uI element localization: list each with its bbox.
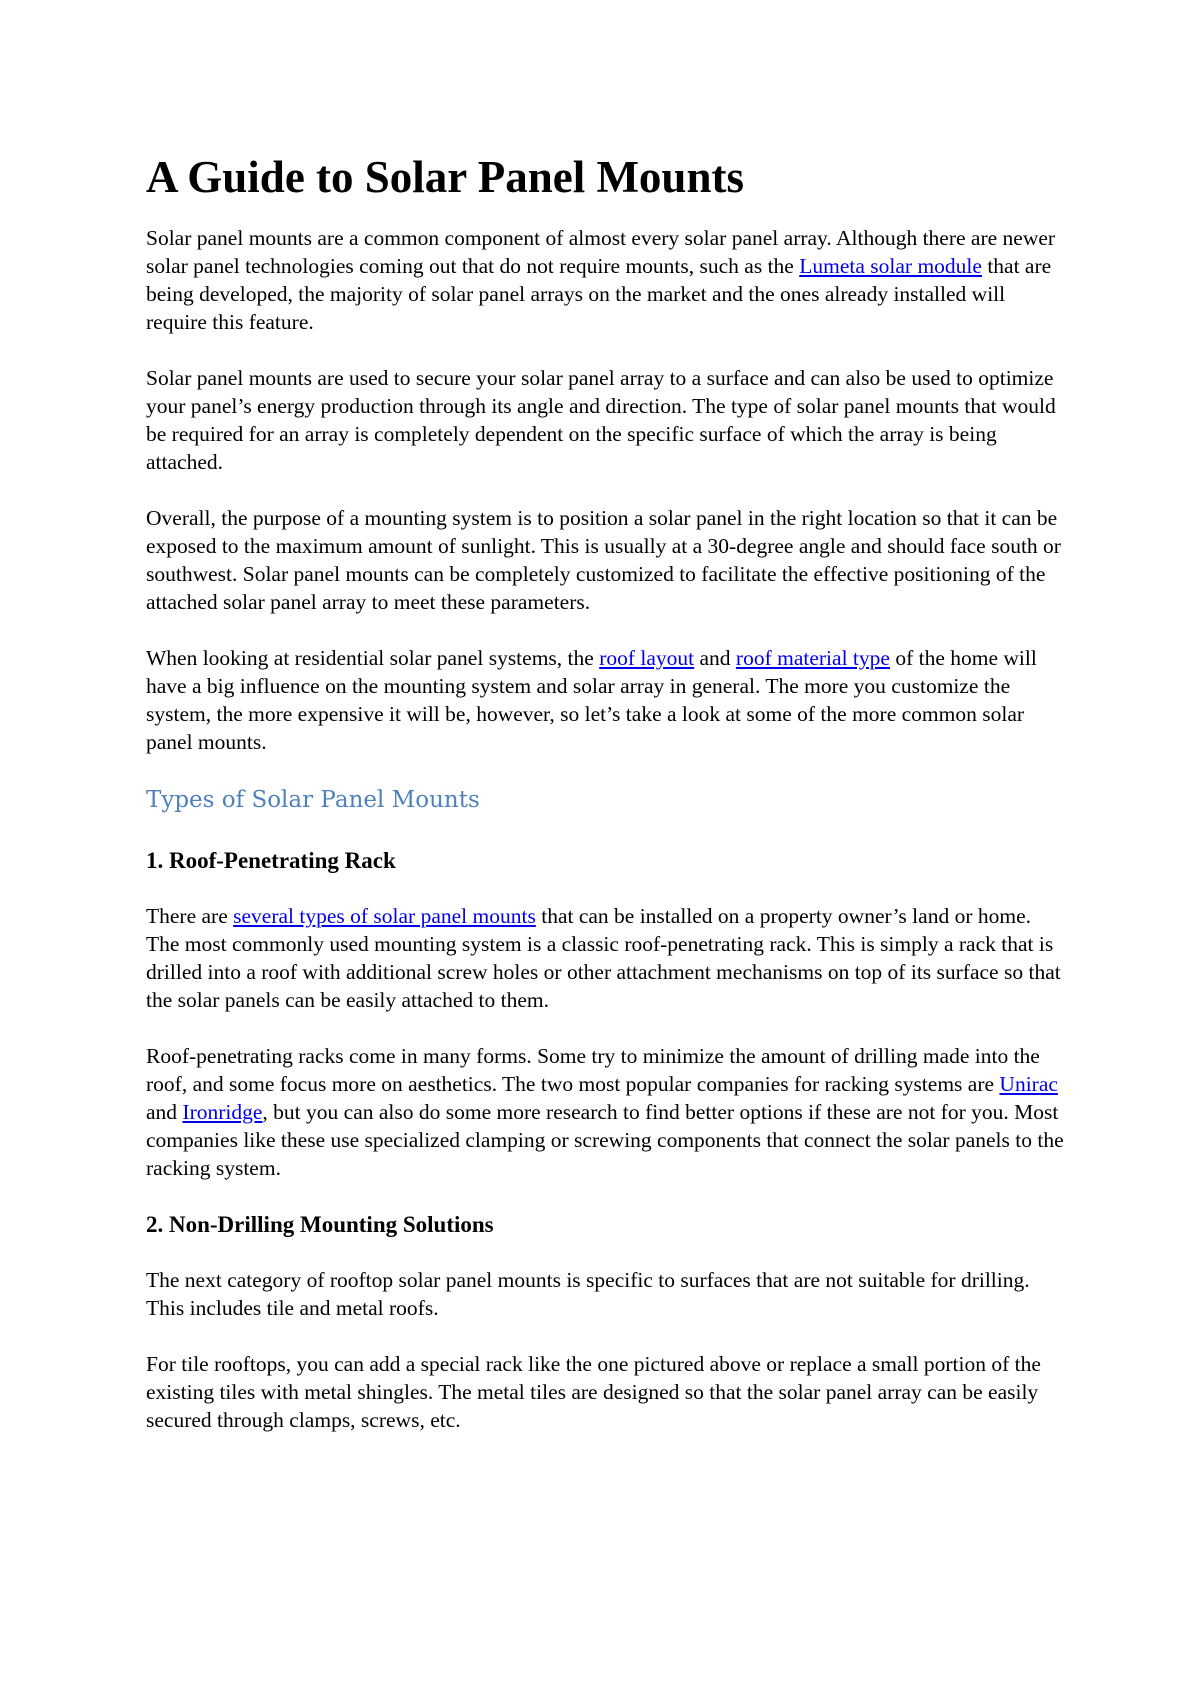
paragraph-text: and [694, 646, 736, 670]
paragraph-text: of the home will have a big influence on the mounting system and solar array in general. The more you customize the system, the more expensive it will be, however, so let’s take a look at some of the more common solar panel mounts. [146, 646, 1037, 754]
document-title: A Guide to Solar Panel Mounts [146, 152, 744, 202]
paragraph-purpose: Solar panel mounts are used to secure your solar panel array to a surface and can also be used to optimize your panel’s energy production through its angle and direction. The type of solar panel mounts that would be required for an array is completely dependent on the specific surface of which the array is being attached. [146, 366, 1056, 474]
document-page [146, 150, 1066, 1462]
subheading-non-drilling-solutions: 2. Non-Drilling Mounting Solutions [146, 1212, 494, 1237]
paragraph-text: , but you can also do some more research to find better options if these are not for you. Most companies like these use specialized clamping or screwing components that connect the solar panels to the racking system. [146, 1100, 1064, 1180]
paragraph-non-drilling: The next category of rooftop solar panel mounts is specific to surfaces that are not suitable for drilling. This includes tile and metal roofs. [146, 1268, 1030, 1320]
paragraph-text: Roof-penetrating racks come in many forms. Some try to minimize the amount of drilling made into the roof, and some focus more on aesthetics. The two most popular companies for racking systems are [146, 1044, 1040, 1096]
subheading-roof-penetrating-rack: 1. Roof-Penetrating Rack [146, 848, 396, 873]
link-ironridge[interactable]: Ironridge [182, 1100, 263, 1124]
paragraph-positioning: Overall, the purpose of a mounting system is to position a solar panel in the right location so that it can be exposed to the maximum amount of sunlight. This is usually at a 30-degree angle and should face south or southwest. Solar panel mounts can be completely customized to facilitate the effective positioning of the attached solar panel array to meet these parameters. [146, 506, 1061, 614]
paragraph-text: and [146, 1100, 183, 1124]
paragraph-text: There are [146, 904, 234, 928]
paragraph-tile-rooftops: For tile rooftops, you can add a special rack like the one pictured above or replace a small portion of the existing tiles with metal shingles. The metal tiles are designed so that the solar panel array can be easily secured through clamps, screws, etc. [146, 1352, 1041, 1432]
section-heading-types: Types of Solar Panel Mounts [146, 787, 480, 813]
paragraph-text: When looking at residential solar panel systems, the [146, 646, 600, 670]
link-roof-material-type[interactable]: roof material type [735, 646, 890, 670]
paragraph-intro [146, 224, 1066, 336]
paragraph-rack-forms [146, 1042, 1066, 1182]
link-unirac[interactable]: Unirac [999, 1072, 1058, 1096]
link-roof-layout[interactable]: roof layout [599, 646, 695, 670]
paragraph-text: Solar panel mounts are a common component of almost every solar panel array. Although there are newer solar panel technologies coming out that do not require mounts, such as the [146, 226, 1056, 278]
link-several-types-of-mounts[interactable]: several types of solar panel mounts [233, 904, 536, 928]
paragraph-rack-intro [146, 902, 1066, 1014]
paragraph-text: that can be installed on a property owner’s land or home. The most commonly used mounting system is a classic roof-penetrating rack. This is simply a rack that is drilled into a roof with additional screw holes or other attachment mechanisms on top of its surface so that the solar panels can be easily attached to them. [146, 904, 1061, 1012]
link-lumeta-solar-module[interactable]: Lumeta solar module [799, 254, 982, 278]
paragraph-residential [146, 644, 1066, 756]
paragraph-text: that are being developed, the majority of solar panel arrays on the market and the ones already installed will require this feature. [146, 254, 1052, 334]
